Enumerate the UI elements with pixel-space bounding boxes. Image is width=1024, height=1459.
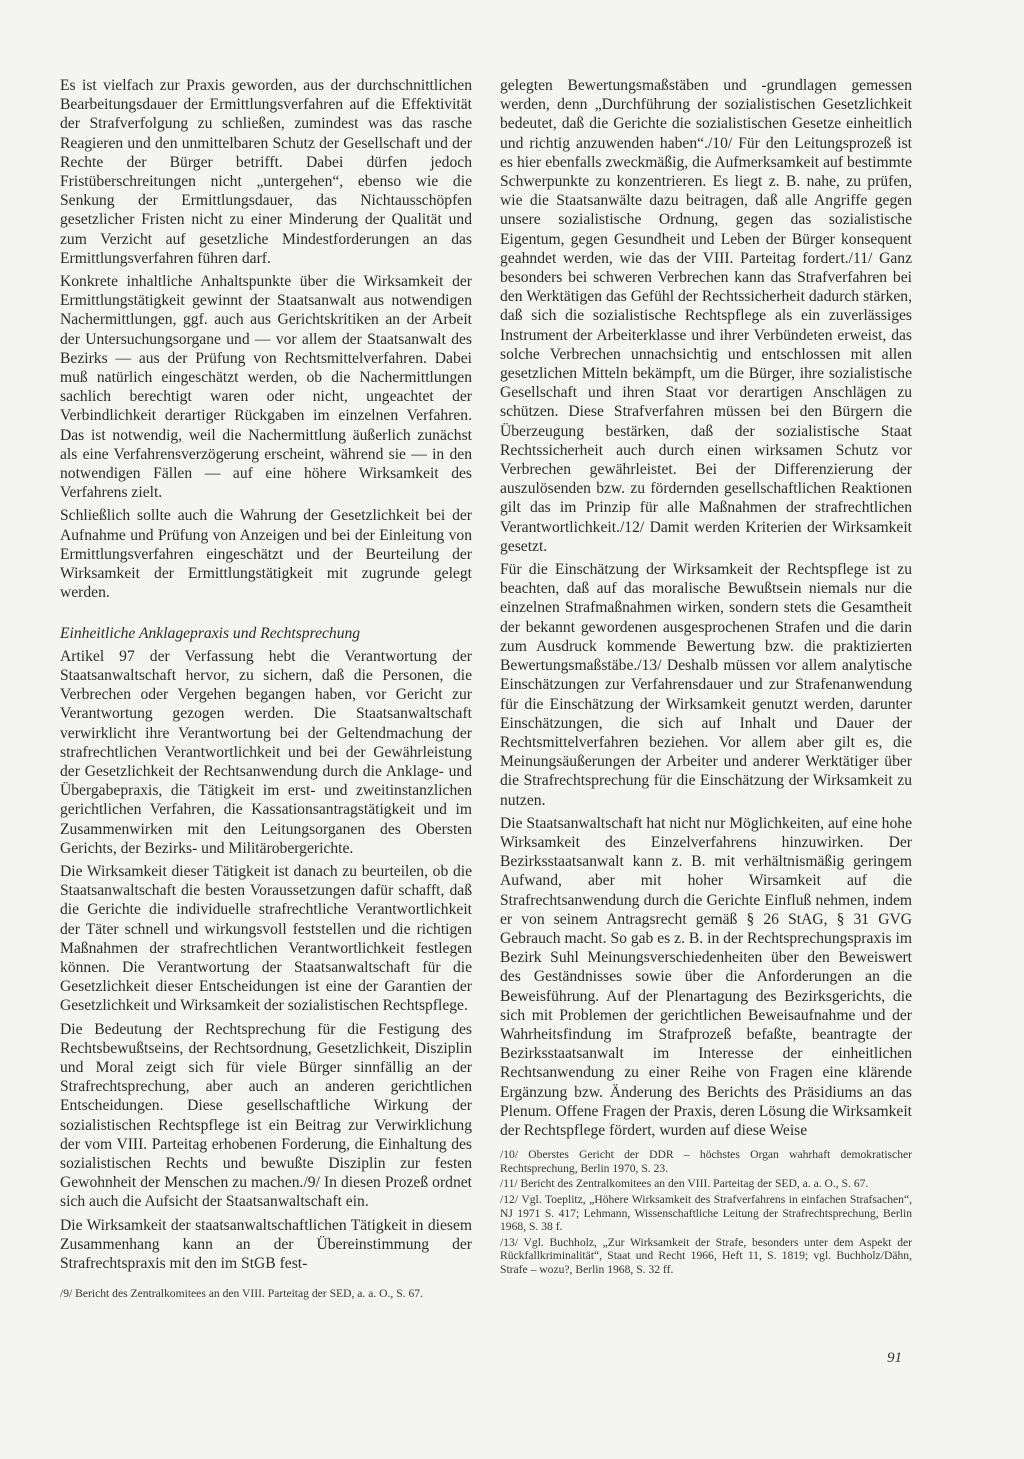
footnote-10: /10/ Oberstes Gericht der DDR – höchstes Organ wahrhaft demokratischer Rechtsprechung, Berlin 1970, S. 23.	[500, 1148, 912, 1175]
footnote-12: /12/ Vgl. Toeplitz, „Höhere Wirksamkeit des Strafverfahrens in einfachen Strafsachen“, NJ 1971 S. 417; Lehmann, Wissenschaftliche Leitung der Strafrechtsprechung, Berlin 1968, S. 38 f.	[500, 1192, 912, 1234]
paragraph: Artikel 97 der Verfassung hebt die Verantwortung der Staatsanwaltschaft hervor, zu sichern, daß die Personen, die Verbrechen oder Vergehen begangen haben, vor Gericht zur Verantwortung gezogen werden. Die Staatsanwaltschaft verwirklicht ihre Verantwortung bei der Geltendmachung der strafrechtlichen Verantwortlichkeit und bei der Gewährleistung der Gesetzlichkeit der Rechtsanwendung durch die Anklage- und Übergabepraxis, die Tätigkeit im erst- und zweitinstanzlichen gerichtlichen Verfahren, die Kassationsantragstätigkeit und im Zusammenwirken mit den Leitungsorganen des Obersten Gerichts, der Bezirks- und Militärobergerichte.	[60, 647, 472, 857]
paragraph: Die Wirksamkeit der staatsanwaltschaftlichen Tätigkeit in diesem Zusammenhang kann an der Übereinstimmung der Strafrechtspraxis mit den im StGB fest-	[60, 1216, 472, 1272]
paragraph: Die Bedeutung der Rechtsprechung für die Festigung des Rechtsbewußtseins, der Rechtsordnung, Gesetzlichkeit, Disziplin und Moral zeigt sich für viele Bürger sinnfällig an der Strafrechtsprechung, aber auch an anderen gerichtlichen Entscheidungen. Diese gesellschaftliche Wirkung der sozialistischen Rechtspflege ist ein Beitrag zur Verwirklichung der vom VIII. Parteitag erhobenen Forderung, die Einhaltung des sozialistischen Rechts und bewußte Disziplin zur festen Gewohnheit der Menschen zu machen./9/ In diesen Prozeß ordnet sich auch die Aufsicht der Staatsanwaltschaft ein.	[60, 1020, 472, 1211]
paragraph: Konkrete inhaltliche Anhaltspunkte über die Wirksamkeit der Ermittlungstätigkeit gewinnt der Staatsanwalt aus notwendigen Nachermittlungen, ggf. auch aus Gerichtskritiken an der Arbeit der Untersuchungsorgane und — vor allem der Staatsanwalt des Bezirks — aus der Prüfung von Rechtsmittelverfahren. Dabei muß natürlich eingeschätzt werden, ob die Nachermittlungen sachlich berechtigt waren oder nicht, ungeachtet der Verbindlichkeit derartiger Rückgaben im einzelnen Verfahren. Das ist notwendig, weil die Nachermittlung äußerlich zunächst als eine Verfahrensverzögerung erscheint, während sie — in den notwendigen Fällen — auf eine höhere Wirksamkeit des Verfahrens zielt.	[60, 273, 472, 502]
footnotes-left	[60, 1287, 472, 1301]
paragraph: Die Wirksamkeit dieser Tätigkeit ist danach zu beurteilen, ob die Staatsanwaltschaft die besten Voraussetzungen dafür schafft, daß die Gerichte die individuelle strafrechtliche Verantwortlichkeit der Täter schnell und wirkungsvoll feststellen und die richtigen Maßnahmen der strafrechtlichen Verantwortlichkeit festlegen können. Die Verantwortung der Staatsanwaltschaft für die Gesetzlichkeit dieser Entscheidungen ist eine der Garantien der Gesetzlichkeit und Wirksamkeit der sozialistischen Rechtspflege.	[60, 862, 472, 1015]
footnote-9: /9/ Bericht des Zentralkomitees an den VIII. Parteitag der SED, a. a. O., S. 67.	[60, 1287, 423, 1301]
paragraph: Schließlich sollte auch die Wahrung der Gesetzlichkeit bei der Aufnahme und Prüfung von Anzeigen und bei der Einleitung von Ermittlungsverfahren eingeschätzt und der Beurteilung der Wirksamkeit der Ermittlungstätigkeit mit zugrunde gelegt werden.	[60, 507, 472, 602]
paragraph: gelegten Bewertungsmaßstäben und -grundlagen gemessen werden, denn „Durchführung der sozialistischen Gesetzlichkeit bedeutet, daß die Gerichte die sozialistischen Gesetze einheitlich und richtig anzuwenden haben“./10/ Für den Leitungsprozeß ist es hier ebenfalls zweckmäßig, die Aufmerksamkeit auf bestimmte Schwerpunkte zu konzentrieren. Es liegt z. B. nahe, zu prüfen, wie die Staatsanwälte dazu beitragen, daß alle Angriffe gegen unsere sozialistische Ordnung, gegen das sozialistische Eigentum, gegen Gesundheit und Leben der Bürger konsequent geahndet werden, wie das der VIII. Parteitag fordert./11/ Ganz besonders bei schweren Verbrechen kann das Strafverfahren bei den Werktätigen das Gefühl der Rechtssicherheit dadurch stärken, daß sich die sozialistische Rechtspflege als ein zuverlässiges Instrument der Arbeiterklasse und ihrer Verbündeten erweist, das solche Verbrechen unnachsichtig und entschlossen mit allen gesetzlichen Mitteln bekämpft, um die Bürger, ihre sozialistische Gesellschaft und ihren Staat vor derartigen Anschlägen zu schützen. Diese Strafverfahren müssen bei den Bürgern die Überzeugung bestärken, daß der sozialistische Staat Rechtssicherheit auch durch einen wirksamen Schutz vor Verbrechen gewährleistet. Bei der Differenzierung der auszulösenden bzw. zu fördernden gesellschaftlichen Reaktionen gilt das im Prinzip für alle Maßnahmen der strafrechtlichen Verantwortlichkeit./12/ Damit werden Kriterien der Wirksamkeit gesetzt.	[500, 77, 912, 555]
right-column	[500, 76, 912, 1279]
page-number: 91	[887, 1350, 902, 1366]
paragraph: Für die Einschätzung der Wirksamkeit der Rechtspflege ist zu beachten, daß auf das moralische Bewußtsein niemals nur die einzelnen Strafmaßnahmen wirken, sondern stets die Gesamtheit der bekannt gewordenen ausgesprochenen Strafen und die darin zum Ausdruck kommende Bewertung bzw. die praktizierten Bewertungsmaßstäbe./13/ Deshalb müssen vor allem analytische Einschätzungen zur Verfahrensdauer und zur Strafenanwendung für die Einschätzung der Wirksamkeit genutzt werden, darunter Einschätzungen, die sich auf Inhalt und Dauer der Rechtsmittelverfahren beziehen. Vor allem aber gilt es, die Meinungsäußerungen der Arbeiter und anderer Werktätiger über die Strafrechtsprechung für die Einschätzung der Wirksamkeit zu nutzen.	[500, 561, 912, 809]
footnote-11: /11/ Bericht des Zentralkomitees an den VIII. Parteitag der SED, a. a. O., S. 67.	[500, 1177, 869, 1191]
footnote-13: /13/ Vgl. Buchholz, „Zur Wirksamkeit der Strafe, besonders unter dem Aspekt der Rückfallkriminalität“, Staat und Recht 1966, Heft 11, S. 1819; vgl. Buchholz/Dähn, Strafe – wozu?, Berlin 1968, S. 32 ff.	[500, 1235, 912, 1276]
paragraph: Die Staatsanwaltschaft hat nicht nur Möglichkeiten, auf eine hohe Wirksamkeit des Einzelverfahrens hinzuwirken. Der Bezirksstaatsanwalt kann z. B. mit verhältnismäßig geringem Aufwand, aber mit hoher Wirsamkeit auf die Strafrechtsanwendung durch die Gerichte Einfluß nehmen, indem er von seinem Antragsrecht gemäß § 26 StAG, § 31 GVG Gebrauch macht. So gab es z. B. in der Rechtsprechungspraxis im Bezirk Suhl Meinungsverschiedenheiten über den Beweiswert des Geständnisses sowie über die Anforderungen an die Beweisführung. Auf der Plenartagung des Bezirksgerichts, die sich mit Problemen der gerichtlichen Beweisaufnahme und der Wahrheitsfindung im Strafprozeß befaßte, beantragte der Bezirksstaatsanwalt im Interesse der einheitlichen Rechtsanwendung zu einer Reihe von Fragen eine klärende Ergänzung bzw. Änderung des Berichts des Präsidiums an das Plenum. Offene Fragen der Praxis, deren Lösung die Wirksamkeit der Rechtspflege fördert, wurden auf diese Weise	[500, 814, 912, 1139]
paragraph: Es ist vielfach zur Praxis geworden, aus der durchschnittlichen Bearbeitungsdauer der Ermittlungsverfahren auf die Effektivität der Strafverfolgung zu schließen, zumindest was das rasche Reagieren und den unmittelbaren Schutz der Gesellschaft und der Rechte der Bürger betrifft. Dabei dürfen jedoch Fristüberschreitungen nicht „untergehen“, ebenso wie die Senkung der Ermittlungsdauer, das Nichtausschöpfen gesetzlicher Fristen nicht zu einer Minderung der Qualität und zum Verzicht auf gesetzliche Mindestforderungen an das Ermittlungsverfahren führen darf.	[60, 77, 472, 267]
footnotes-right	[500, 1148, 912, 1276]
section-heading: Einheitliche Anklagepraxis und Rechtsprechung	[60, 625, 361, 643]
left-column	[60, 76, 472, 1303]
